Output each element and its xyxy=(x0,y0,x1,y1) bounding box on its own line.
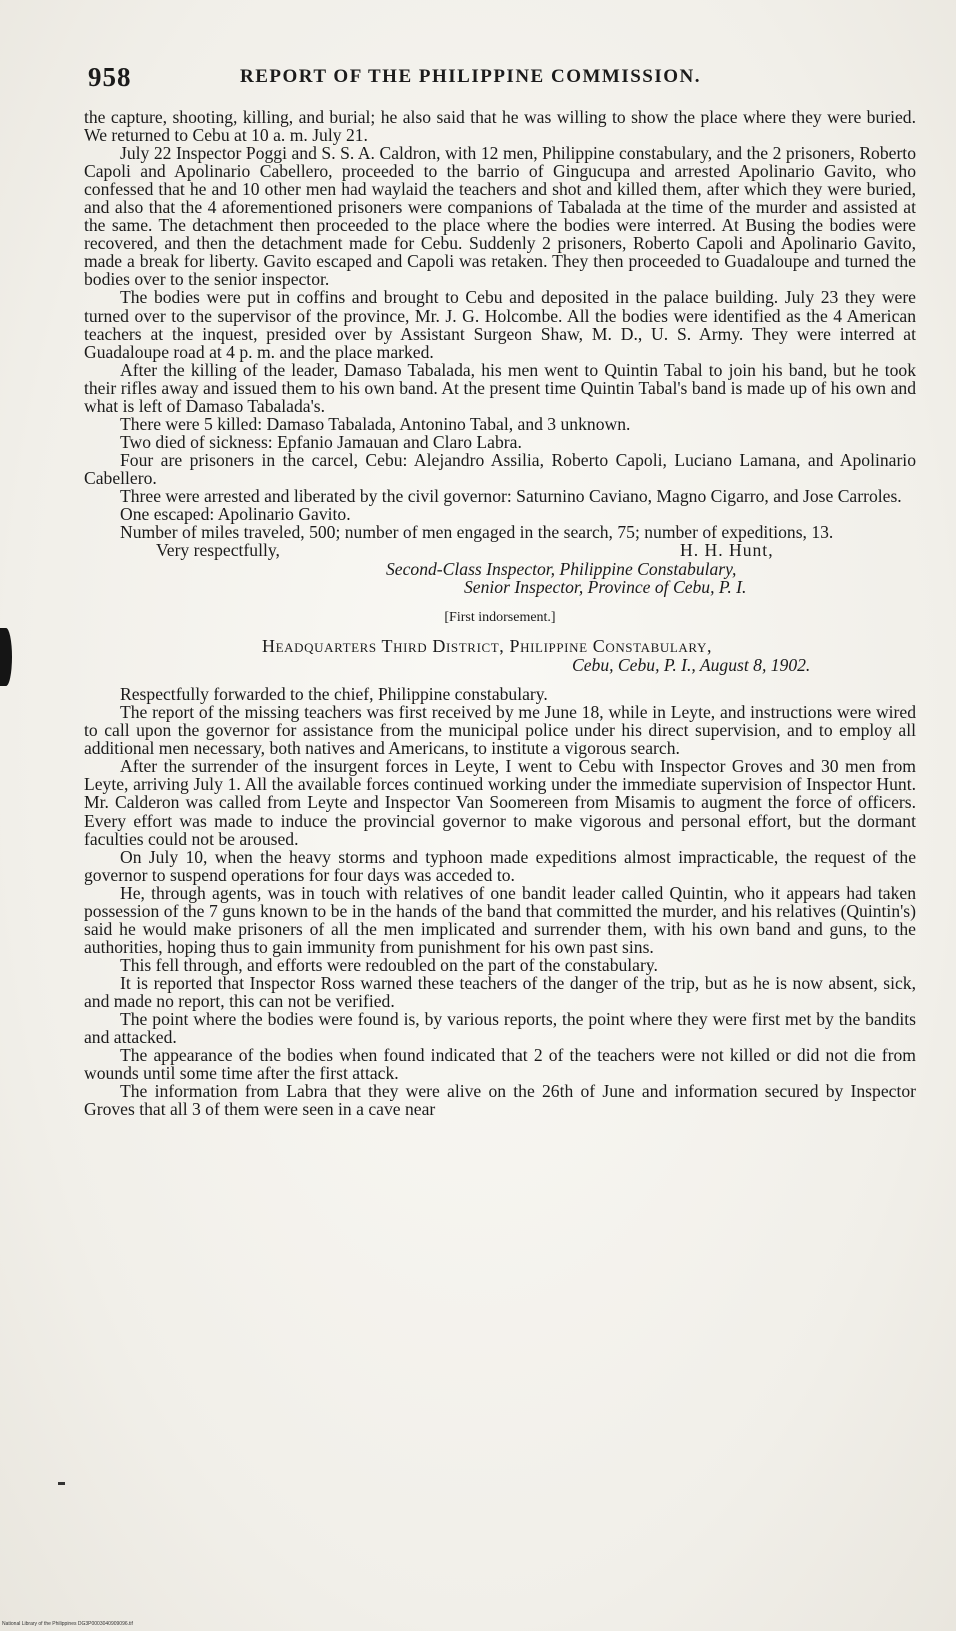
signature-title-1: Second-Class Inspector, Philippine Constabulary, xyxy=(386,559,737,580)
paragraph: It is reported that Inspector Ross warned these teachers of the danger of the trip, but as he is now absent, sick, and made no report, this can not be verified. xyxy=(84,972,916,1011)
scan-mark xyxy=(58,1482,65,1485)
indorsement-header xyxy=(84,637,916,685)
paragraph: After the killing of the leader, Damaso Tabalada, his men went to Quintin Tabal to join his band, but he took their rifles away and issued them to his own band. At the present time Quintin Tabal's band is made up of his own and what is left of Damaso Tabalada's. xyxy=(84,359,916,416)
body-text xyxy=(84,108,916,1118)
signature-block xyxy=(84,541,916,597)
paragraph: On July 10, when the heavy storms and typhoon made expeditions almost impracticable, the request of the governor to suspend operations for four days was acceded to. xyxy=(84,846,916,885)
place-date-line: Cebu, Cebu, P. I., August 8, 1902. xyxy=(572,655,811,676)
signature-title-2: Senior Inspector, Province of Cebu, P. I. xyxy=(464,577,747,598)
paragraph: The information from Labra that they were alive on the 26th of June and information secured by Inspector Groves that all 3 of them were seen in a cave near xyxy=(84,1081,916,1120)
paragraph: The bodies were put in coffins and brought to Cebu and deposited in the palace building. July 23 they were turned over to the supervisor of the province, Mr. J. G. Holcombe. All the bodies were identified as the 4 American teachers at the inquest, presided over by Assistant Surgeon Shaw, M. D., U. S. Army. They were interred at Guadaloupe road at 4 p. m. and the place marked. xyxy=(84,287,916,362)
page-number: 958 xyxy=(88,62,132,92)
paragraph: He, through agents, was in touch with relatives of one bandit leader called Quintin, who it appears had taken possession of the 7 guns known to be in the hands of the band that committed the murder, and his relatives (Quintin's) said he would make prisoners of all the men implicated and surrender them, with his own band and guns, to the authorities, hoping thus to gain immunity from punishment for his own past sins. xyxy=(84,882,916,957)
page-header xyxy=(88,62,888,98)
paragraph: The appearance of the bodies when found indicated that 2 of the teachers were not killed or did not die from wounds until some time after the first attack. xyxy=(84,1045,916,1084)
indorsement-paragraphs xyxy=(84,685,916,1118)
paragraph: Two died of sickness: Epfanio Jamauan and Claro Labra. xyxy=(120,431,522,452)
paragraph: the capture, shooting, killing, and burial; he also said that he was willing to show the place where they were buried. We returned to Cebu at 10 a. m. July 21. xyxy=(84,107,916,146)
paragraph: This fell through, and efforts were redoubled on the part of the constabulary. xyxy=(120,954,658,975)
paragraph: Respectfully forwarded to the chief, Philippine constabulary. xyxy=(120,684,548,705)
paragraph: The point where the bodies were found is, by various reports, the point where they were first met by the bandits and attacked. xyxy=(84,1009,916,1048)
signature-name: H. H. Hunt, xyxy=(680,540,774,561)
indorsement-heading: [First indorsement.] xyxy=(444,610,556,626)
paragraph: After the surrender of the insurgent forces in Leyte, I went to Cebu with Inspector Groves and 30 men from Leyte, arriving July 1. All the available forces continued working under the immediate supervision of Inspector Hunt. Mr. Calderon was called from Leyte and Inspector Van Soomereen from Misamis to augment the force of officers. Every effort was made to induce the provincial governor to make vigorous and personal effort, but the dormant faculties could not be aroused. xyxy=(84,756,916,849)
paragraph: One escaped: Apolinario Gavito. xyxy=(120,504,351,525)
scan-blot xyxy=(0,628,12,686)
paragraph: The report of the missing teachers was first received by me June 18, while in Leyte, and instructions were wired to call upon the governor for assistance from the municipal police under his direct supervision, and to employ all additional men necessary, both natives and Americans, to institute a vigorous search. xyxy=(84,702,916,759)
paragraph: There were 5 killed: Damaso Tabalada, Antonino Tabal, and 3 unknown. xyxy=(120,413,631,434)
signature-closing: Very respectfully, xyxy=(156,540,280,561)
running-head: REPORT OF THE PHILIPPINE COMMISSION. xyxy=(240,66,702,87)
paragraph: Four are prisoners in the carcel, Cebu: Alejandro Assilia, Roberto Capoli, Luciano Lamana, and Apolinario Cabellero. xyxy=(84,449,916,488)
paragraph: July 22 Inspector Poggi and S. S. A. Caldron, with 12 men, Philippine constabulary, and the 2 prisoners, Roberto Capoli and Apolinario Cabellero, proceeded to the barrio of Gingucupa and arrested Apolinario Gavito, who confessed that he and 10 other men had waylaid the teachers and shot and killed them, after which they were buried, and also that the 4 aforementioned prisoners were companions of Tabalada at the time of the murder and assisted at the same. The detachment then proceeded to the place where the bodies were interred. At Busing the bodies were recovered, and then the detachment made for Cebu. Suddenly 2 prisoners, Roberto Capoli and Apolinario Gavito, made a break for liberty. Gavito escaped and Capoli was retaken. They then proceeded to Guadaloupe and turned the bodies over to the senior inspector. xyxy=(84,143,916,290)
paragraph: Three were arrested and liberated by the civil governor: Saturnino Caviano, Magno Cigarro, and Jose Carroles. xyxy=(120,485,902,506)
paragraph: Number of miles traveled, 500; number of men engaged in the search, 75; number of expeditions, 13. xyxy=(120,522,834,543)
headquarters-line: Headquarters Third District, Philippine Constabulary, xyxy=(262,636,713,657)
report-paragraphs xyxy=(84,108,916,541)
scan-footer: National Library of the Philippines DG3P0003040909096.tif xyxy=(2,1621,133,1627)
